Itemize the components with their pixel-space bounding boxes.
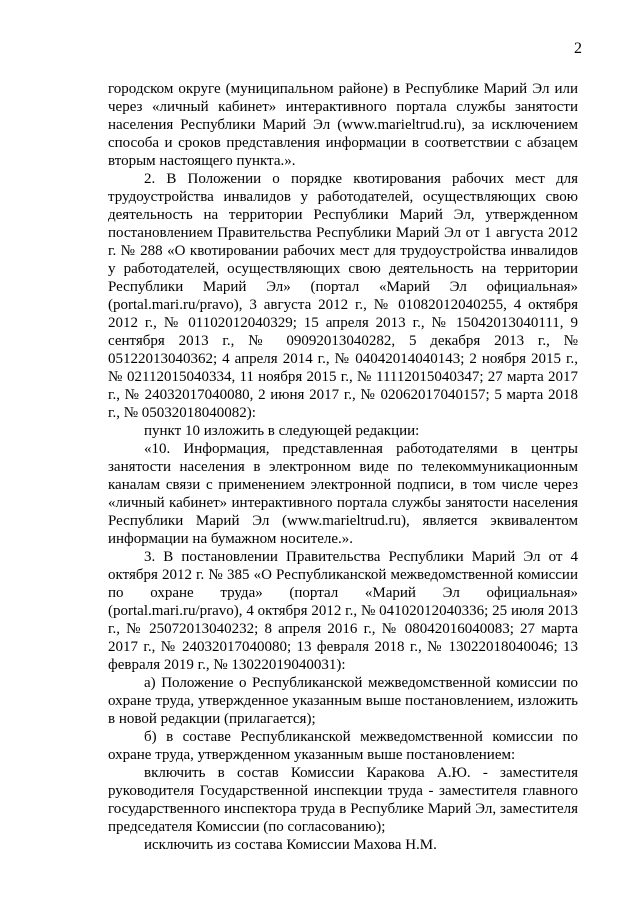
paragraph-point-10-intro: пункт 10 изложить в следующей редакции: <box>144 423 420 439</box>
paragraph-include-member: включить в состав Комиссии Каракова А.Ю. - заместителя руководителя Государственной инспекции труда - заместителя главного государственного инспектора труда в Республике Марий Эл, заместителя председателя Комиссии (по согласованию); <box>108 765 578 835</box>
page-number: 2 <box>574 40 582 57</box>
paragraph-continuation: городском округе (муниципальном районе) в Республике Марий Эл или через «личный кабинет» интерактивного портала службы занятости населения Республики Марий Эл (www.marieltrud.ru), за исключением способа и сроков представления информации в соответствии с абзацем вторым настоящего пункта.». <box>108 81 578 169</box>
paragraph-item-3: 3. В постановлении Правительства Республики Марий Эл от 4 октября 2012 г. № 385 «О Республиканской межведомственной комиссии по охране труда» (портал «Марий Эл официальная» (portal.mari.ru/pravo), 4 октября 2012 г., № 04102012040336; 25 июля 2013 г., № 25072013040232; 8 апреля 2016 г., № 08042016040083; 27 марта 2017 г., № 24032017040080; 13 февраля 2018 г., № 13022018040046; 13 февраля 2019 г., № 13022019040031): <box>108 549 578 673</box>
document-body <box>108 80 578 854</box>
paragraph-exclude-member: исключить из состава Комиссии Махова Н.М. <box>144 837 437 853</box>
paragraph-item-2: 2. В Положении о порядке квотирования рабочих мест для трудоустройства инвалидов у работодателей, осуществляющих свою деятельность на территории Республики Марий Эл, утвержденном постановлением Правительства Республики Марий Эл от 1 августа 2012 г. № 288 «О квотировании рабочих мест для трудоустройства инвалидов у работодателей, осуществляющих свою деятельность на территории Республики Марий Эл» (портал «Марий Эл официальная» (portal.mari.ru/pravo), 3 августа 2012 г., № 01082012040255, 4 октября 2012 г., № 01102012040329; 15 апреля 2013 г., № 15042013040111, 9 сентября 2013 г., № 09092013040282, 5 декабря 2013 г., № 05122013040362; 4 апреля 2014 г., № 04042014040143; 2 ноября 2015 г., № 02112015040334, 11 ноября 2015 г., № 11112015040347; 27 марта 2017 г., № 24032017040080, 2 июня 2017 г., № 02062017040157; 5 марта 2018 г., № 05032018040082): <box>108 171 578 421</box>
paragraph-subitem-a: а) Положение о Республиканской межведомственной комиссии по охране труда, утвержденное указанным выше постановлением, изложить в новой редакции (прилагается); <box>108 675 578 727</box>
paragraph-point-10-text: «10. Информация, представленная работодателями в центры занятости населения в электронном виде по телекоммуникационным каналам связи с применением электронной подписи, в том числе через «личный кабинет» интерактивного портала службы занятости населения Республики Марий Эл (www.marieltrud.ru), является эквивалентом информации на бумажном носителе.». <box>108 441 578 547</box>
paragraph-subitem-b: б) в составе Республиканской межведомственной комиссии по охране труда, утвержденном указанным выше постановлением: <box>108 729 578 763</box>
